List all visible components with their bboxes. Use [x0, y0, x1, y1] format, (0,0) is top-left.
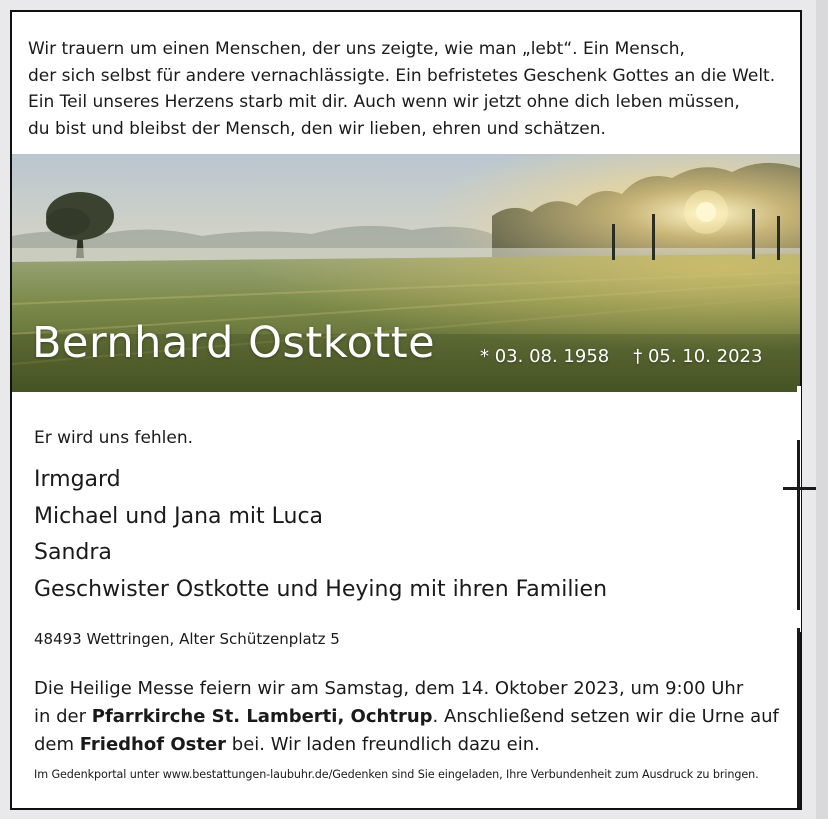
mourner-name: Irmgard: [34, 467, 121, 492]
obituary-notice: [10, 10, 802, 810]
life-dates: [480, 346, 786, 367]
church-name: Pfarrkirche St. Lamberti, Ochtrup: [91, 706, 433, 727]
poem-line: der sich selbst für andere vernachlässigte. Ein befristetes Geschenk Gottes an die Welt.: [28, 65, 776, 86]
service-line: Die Heilige Messe feiern wir am Samstag, dem 14. Oktober 2023, um 9:00 Uhr: [34, 678, 744, 699]
closing-phrase: Er wird uns fehlen.: [34, 428, 194, 448]
mourners-list: [34, 462, 607, 608]
poem-line: Ein Teil unseres Herzens starb mit dir. Auch wenn wir jetzt ohne dich leben müssen,: [28, 92, 740, 112]
memorial-poem: [28, 36, 798, 142]
cross-icon: [797, 440, 800, 610]
text-fragment: . Anschließend setzen wir die Urne auf: [432, 706, 779, 727]
cross-icon-bar: [783, 487, 816, 490]
memorial-portal-note: Im Gedenkportal unter www.bestattungen-laubuhr.de/Gedenken sind Sie eingeladen, Ihre Verbundenheit zum Ausdruck zu bringen.: [34, 768, 759, 781]
deceased-name: Bernhard Ostkotte: [32, 318, 436, 368]
service-line: [34, 703, 794, 731]
poem-line: Wir trauern um einen Menschen, der uns zeigte, wie man „lebt“. Ein Mensch,: [28, 39, 685, 59]
text-fragment: dem: [34, 734, 80, 755]
cemetery-name: Friedhof Oster: [79, 734, 227, 755]
death-date: † 05. 10. 2023: [633, 346, 763, 367]
service-announcement: [34, 675, 794, 759]
mourner-name: Michael und Jana mit Luca: [34, 503, 324, 529]
family-address: 48493 Wettringen, Alter Schützenplatz 5: [34, 630, 340, 648]
service-line: [34, 731, 794, 759]
mourner-name: Geschwister Ostkotte und Heying mit ihren Familien: [34, 576, 608, 602]
mourner-name: Sandra: [34, 540, 112, 565]
poem-line: du bist und bleibst der Mensch, den wir lieben, ehren und schätzen.: [28, 118, 606, 139]
text-fragment: in der: [34, 706, 92, 727]
frame-line: [797, 628, 800, 808]
text-fragment: bei. Wir laden freundlich dazu ein.: [226, 734, 540, 755]
page-edge: [816, 0, 828, 819]
birth-date: * 03. 08. 1958: [480, 346, 610, 367]
